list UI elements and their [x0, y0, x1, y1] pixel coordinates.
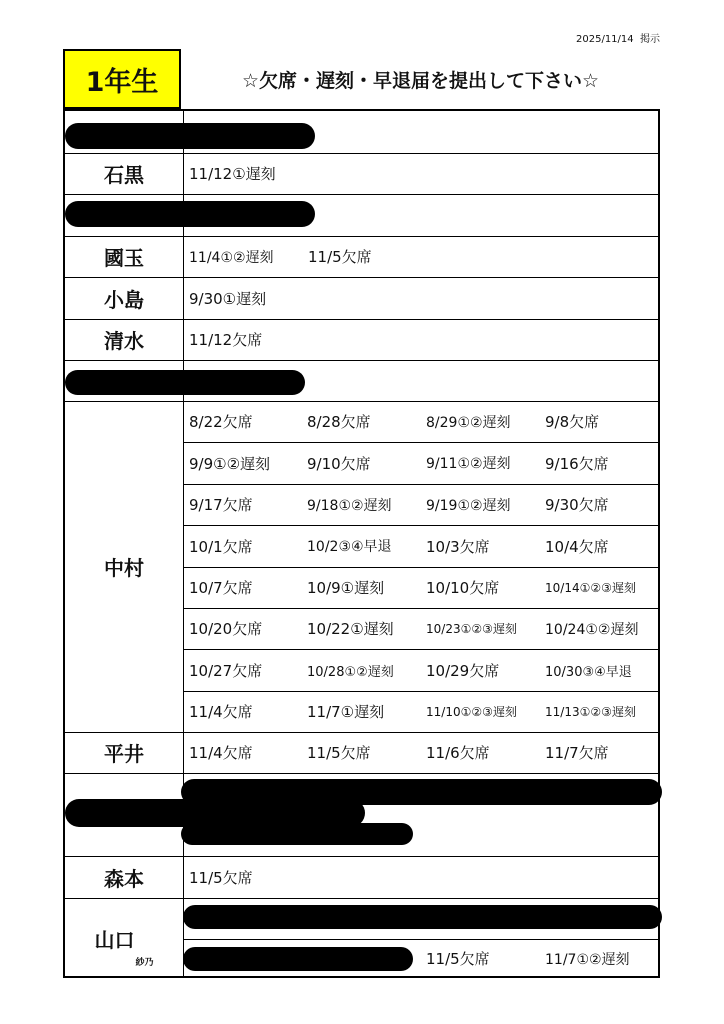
student-name: 中村 [104, 556, 144, 580]
student-name: 平井 [104, 742, 144, 766]
row-divider [65, 360, 658, 361]
redaction-bar [183, 905, 662, 929]
record-entry: 9/19①②遅刻 [426, 497, 511, 514]
record-entry: 8/29①②遅刻 [426, 414, 511, 431]
redaction-bar [65, 370, 305, 395]
record-entry: 10/9①遅刻 [307, 579, 385, 597]
date-label: 掲示 [640, 34, 660, 45]
record-entry: 9/18①②遅刻 [307, 497, 392, 514]
record-entry: 11/12①遅刻 [189, 165, 276, 183]
posting-date [576, 30, 660, 45]
record-entry: 11/13①②③遅刻 [545, 705, 636, 719]
record-entry: 10/24①②遅刻 [545, 621, 639, 638]
redaction-bar [181, 779, 662, 805]
record-entry: 10/20欠席 [189, 620, 263, 638]
record-entry: 10/30③④早退 [545, 664, 632, 680]
record-entry: 9/11①②遅刻 [426, 456, 511, 472]
row-divider [65, 773, 658, 774]
record-entry: 9/17欠席 [189, 496, 253, 514]
record-entry: 10/22①遅刻 [307, 620, 394, 638]
record-entry: 9/16欠席 [545, 454, 609, 473]
record-entry: 9/30①遅刻 [189, 289, 267, 308]
column-divider [183, 111, 184, 976]
record-entry: 11/4欠席 [189, 703, 253, 721]
record-entry: 10/14①②③遅刻 [545, 581, 636, 595]
record-entry: 10/29欠席 [426, 661, 500, 680]
redaction-bar [181, 823, 413, 845]
record-entry: 11/4①②遅刻 [189, 249, 274, 266]
record-entry: 11/10①②③遅刻 [426, 705, 517, 719]
row-divider [65, 194, 658, 195]
date-text: 2025/11/14 [576, 34, 634, 45]
redaction-bar [65, 123, 315, 149]
page-title: ☆欠席・遅刻・早退届を提出して下さい☆ [241, 69, 600, 92]
student-name-text: 山口 [94, 927, 135, 952]
record-entry: 11/6欠席 [426, 744, 490, 762]
record-entry: 11/5欠席 [308, 248, 372, 266]
record-entry: 9/10欠席 [307, 454, 371, 473]
student-name [65, 898, 183, 978]
record-entry: 10/3欠席 [426, 537, 490, 556]
record-entry: 10/28①②遅刻 [307, 664, 394, 680]
record-entry: 10/23①②③遅刻 [426, 622, 517, 636]
record-entry: 11/4欠席 [189, 744, 253, 762]
redaction-bar [183, 947, 413, 971]
student-name: 小島 [104, 287, 144, 312]
record-entry: 10/1欠席 [189, 537, 253, 556]
record-entry: 9/8欠席 [545, 413, 600, 431]
record-entry: 11/7①②遅刻 [545, 951, 630, 968]
redaction-bar [65, 201, 315, 227]
record-entry: 8/28欠席 [307, 413, 371, 431]
record-entry: 10/2③④早退 [307, 539, 392, 555]
record-entry: 10/4欠席 [545, 537, 609, 556]
record-entry: 11/7欠席 [545, 744, 609, 762]
student-name: 石黒 [104, 163, 144, 187]
record-entry: 11/5欠席 [307, 744, 371, 762]
record-entry: 9/9①②遅刻 [189, 454, 271, 473]
student-name-suffix: 紗乃 [135, 958, 154, 968]
record-entry: 10/7欠席 [189, 579, 253, 597]
student-name: 森本 [104, 866, 144, 891]
record-entry: 10/10欠席 [426, 579, 500, 597]
record-entry: 9/30欠席 [545, 496, 609, 514]
student-name: 清水 [104, 329, 144, 353]
grade-header: 1年生 [63, 49, 181, 109]
record-entry: 8/22欠席 [189, 413, 253, 431]
student-name: 國玉 [104, 246, 144, 270]
record-entry: 11/7①遅刻 [307, 703, 385, 721]
record-entry: 11/12欠席 [189, 331, 263, 349]
attendance-table [63, 109, 660, 978]
record-entry: 11/5欠席 [189, 868, 253, 887]
record-entry: 10/27欠席 [189, 661, 263, 680]
record-entry: 11/5欠席 [426, 950, 490, 968]
